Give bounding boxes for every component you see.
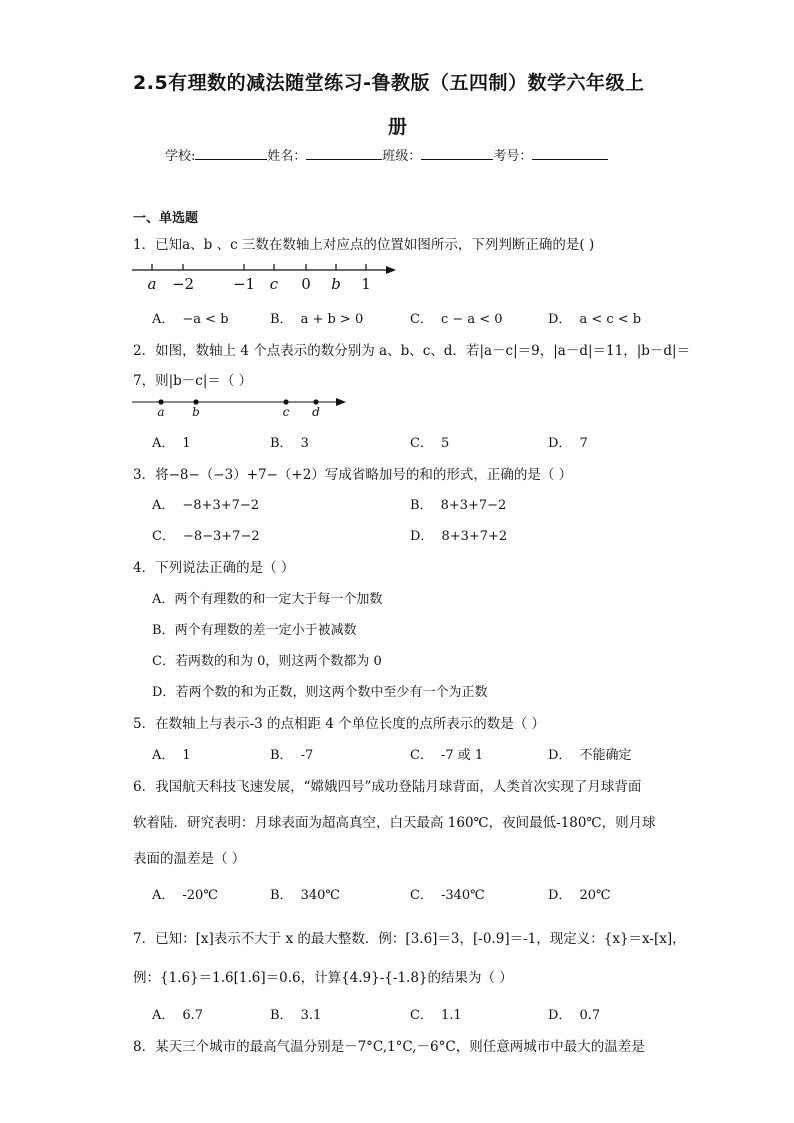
q2-point-b [193, 399, 198, 404]
q3-option-d[interactable]: D． 8+3+7+2 [410, 529, 508, 544]
question-8-text: 8．某天三个城市的最高气温分别是－7°C,1°C,－6°C，则任意两城市中最大的温差是 [133, 1039, 645, 1055]
q2-point-a [158, 399, 163, 404]
exam-no-blank[interactable] [532, 145, 608, 160]
question-7-text-line1: 7．已知：[x]表示不大于 x 的最大整数．例：[3.6]＝3，[-0.9]＝-1，现定义：{x}＝x-[x]， [133, 931, 686, 947]
q2-label-a: a [157, 405, 165, 419]
q1-label-c: c [269, 275, 279, 293]
q1-label-1: 1 [361, 275, 371, 293]
q6-option-c[interactable]: C． -340℃ [410, 888, 485, 903]
q3-option-b[interactable]: B． 8+3+7−2 [410, 498, 507, 513]
q2-axis-arrow [336, 398, 346, 406]
q6-option-a[interactable]: A． -20℃ [152, 888, 218, 903]
q2-label-c: c [282, 405, 290, 419]
q2-label-d: d [312, 405, 320, 419]
school-blank[interactable] [195, 145, 267, 160]
q1-option-a[interactable]: A． −a < b [152, 312, 229, 327]
question-6-text-line2: 软着陆．研究表明：月球表面为超高真空，白天最高 160℃，夜间最低-180℃，则月球 [133, 815, 656, 831]
q4-option-b[interactable]: B．两个有理数的差一定小于被减数 [152, 623, 357, 638]
question-4-text: 4．下列说法正确的是（ ） [133, 560, 295, 576]
q5-option-c[interactable]: C． -7 或 1 [410, 748, 484, 763]
q7-option-a[interactable]: A． 6.7 [152, 1008, 204, 1023]
q6-option-b[interactable]: B． 340℃ [270, 888, 340, 903]
q2-option-a[interactable]: A． 1 [152, 436, 191, 451]
q5-option-d[interactable]: D． 不能确定 [548, 748, 632, 763]
q4-option-c[interactable]: C．若两数的和为 0，则这两个数都为 0 [152, 654, 382, 669]
q1-label-0: 0 [301, 275, 311, 293]
q1-axis-arrow [386, 266, 396, 274]
question-6-text-line1: 6．我国航天科技飞速发展，“嫦娥四号”成功登陆月球背面，人类首次实现了月球背面 [133, 779, 642, 795]
q1-label-neg1: −1 [232, 275, 256, 293]
q1-number-line [130, 258, 402, 294]
q2-point-c [283, 399, 288, 404]
q2-number-line [130, 394, 352, 420]
q2-option-d[interactable]: D． 7 [548, 436, 588, 451]
q7-option-b[interactable]: B． 3.1 [270, 1008, 322, 1023]
question-6-text-line3: 表面的温差是（ ） [133, 851, 246, 867]
q7-option-d[interactable]: D． 0.7 [548, 1008, 601, 1023]
q1-option-b[interactable]: B． a + b > 0 [270, 312, 364, 327]
q3-option-a[interactable]: A． −8+3+7−2 [152, 498, 260, 513]
q4-option-d[interactable]: D．若两个数的和为正数，则这两个数中至少有一个为正数 [152, 685, 488, 700]
q1-label-b: b [331, 275, 341, 293]
q4-option-a[interactable]: A．两个有理数的和一定大于每一个加数 [152, 592, 383, 607]
q5-option-a[interactable]: A． 1 [152, 748, 191, 763]
class-label: 班级： [382, 149, 422, 164]
question-2-text-line1: 2．如图，数轴上 4 个点表示的数分别为 a、b、c、d．若|a－c|＝9，|a－d|＝11，|b－d|＝ [133, 343, 691, 359]
q2-option-c[interactable]: C． 5 [410, 436, 450, 451]
question-5-text: 5．在数轴上与表示-3 的点相距 4 个单位长度的点所表示的数是（ ） [133, 716, 545, 732]
question-3-text: 3．将−8−（−3）+7−（+2）写成省略加号的和的形式，正确的是（ ） [133, 467, 573, 483]
q1-label-neg2: −2 [171, 275, 195, 293]
q2-point-d [313, 399, 318, 404]
info-fields [165, 145, 608, 164]
question-1-text: 1．已知a、b 、c 三数在数轴上对应点的位置如图所示，下列判断正确的是( ) [133, 237, 595, 253]
question-2-text-line2: 7，则|b－c|＝（ ） [133, 373, 253, 389]
q1-option-c[interactable]: C． c − a < 0 [410, 312, 503, 327]
section-header: 一、单选题 [133, 211, 199, 226]
q7-option-c[interactable]: C． 1.1 [410, 1008, 462, 1023]
doc-title-line2: 册 [388, 116, 408, 138]
exam-no-label: 考号： [493, 149, 533, 164]
q1-label-a: a [147, 275, 157, 293]
school-label: 学校: [165, 149, 196, 164]
question-7-text-line2: 例：{1.6}＝1.6[1.6]＝0.6，计算{4.9}-{-1.8}的结果为（ ） [133, 970, 513, 986]
q2-option-b[interactable]: B． 3 [270, 436, 309, 451]
q5-option-b[interactable]: B． -7 [270, 748, 314, 763]
q2-label-b: b [192, 405, 200, 419]
doc-title-line1: 2.5有理数的减法随堂练习-鲁教版（五四制）数学六年级上 [133, 72, 645, 94]
q1-option-d[interactable]: D． a < c < b [548, 312, 642, 327]
q6-option-d[interactable]: D． 20℃ [548, 888, 611, 903]
q3-option-c[interactable]: C． −8−3+7−2 [152, 529, 260, 544]
name-label: 姓名： [267, 149, 307, 164]
class-blank[interactable] [421, 145, 493, 160]
name-blank[interactable] [306, 145, 382, 160]
